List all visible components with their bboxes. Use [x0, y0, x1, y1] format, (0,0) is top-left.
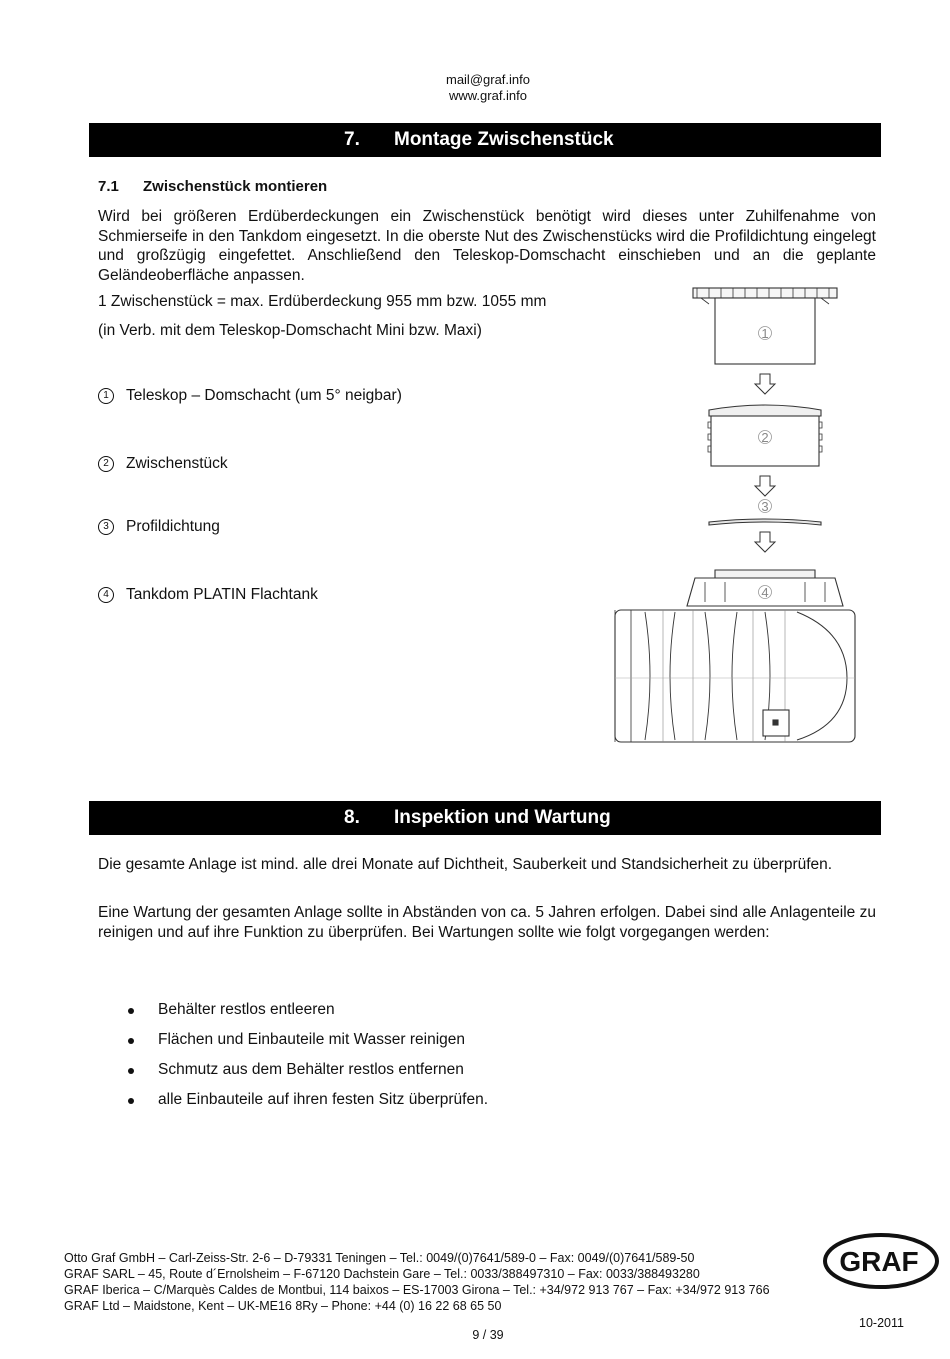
section-8-number: 8.: [344, 807, 360, 828]
header-contact: [0, 72, 950, 104]
header-web: www.graf.info: [448, 88, 528, 103]
legend-item-2: [98, 456, 578, 476]
list-item: [128, 1062, 628, 1082]
figure-mark-3: 3: [761, 499, 769, 514]
document-date: 10-2011: [859, 1316, 904, 1330]
subsection-number: 7.1: [98, 178, 119, 195]
legend-item-1: [98, 388, 578, 408]
subsection-title: Zwischenstück montieren: [143, 178, 328, 195]
graf-logo: [822, 1232, 940, 1290]
list-item: [128, 1092, 628, 1112]
logo-text: GRAF: [839, 1246, 919, 1277]
figure-mark-2: 2: [761, 430, 769, 445]
bullet-icon: [128, 1008, 134, 1014]
legend-item-3: [98, 519, 578, 539]
section-8-heading: [89, 801, 881, 835]
cover-depth-line: 1 Zwischenstück = max. Erdüberdeckung 955 mm bzw. 1055 mm: [98, 293, 547, 310]
down-arrow-icon: [755, 476, 775, 496]
down-arrow-icon: [755, 374, 775, 394]
section-8-title: Inspektion und Wartung: [394, 807, 611, 828]
footer-address-uk: GRAF Ltd – Maidstone, Kent – UK-ME16 8Ry – Phone: +44 (0) 16 22 68 65 50: [64, 1299, 502, 1313]
legend-marker: 3: [98, 519, 114, 535]
list-item: [128, 1032, 628, 1052]
footer-address-de: Otto Graf GmbH – Carl-Zeiss-Str. 2-6 – D-79331 Teningen – Tel.: 0049/(0)7641/589-0 – Fax: 0049/(0)7641/589-50: [64, 1251, 695, 1265]
section-8-paragraph-2: Eine Wartung der gesamten Anlage sollte in Abständen von ca. 5 Jahren erfolgen. Dabei sind alle Anlagenteile zu reinigen und auf ihre Funktion zu überprüfen. Bei Wartungen sollte wie folgt vorgegangen werden:: [98, 904, 876, 941]
list-item-text: Behälter restlos entleeren: [158, 1001, 335, 1018]
bullet-icon: [128, 1038, 134, 1044]
legend-marker: 1: [98, 388, 114, 404]
bullet-icon: [128, 1098, 134, 1104]
section-7-paragraph: Wird bei größeren Erdüberdeckungen ein Zwischenstück benötigt wird dieses unter Zuhilfenahme von Schmierseife in den Tankdom eingesetzt. In die oberste Nut des Zwischenstücks wird die Profildichtung eingelegt und großzügig eingefettet. Anschließend den Teleskop-Domschacht einschieben und an die geplante Geländeoberfläche anpassen.: [98, 208, 876, 284]
header-email: mail@graf.info: [445, 72, 530, 87]
legend-marker: 4: [98, 587, 114, 603]
list-item: [128, 1002, 628, 1022]
section-7-heading: [89, 123, 881, 157]
section-8-paragraph-1: Die gesamte Anlage ist mind. alle drei Monate auf Dichtheit, Sauberkeit und Standsicherheit zu überprüfen.: [98, 856, 833, 873]
legend-item-4: [98, 587, 578, 607]
legend-marker: 2: [98, 456, 114, 472]
flat-tank-drawing: [615, 570, 855, 742]
assembly-diagram: [605, 282, 870, 747]
footer-address-fr: GRAF SARL – 45, Route d´Ernolsheim – F-67120 Dachstein Gare – Tel.: 0033/388497310 – Fax: 0033/388493280: [64, 1267, 700, 1281]
bullet-icon: [128, 1068, 134, 1074]
dome-shaft-note: (in Verb. mit dem Teleskop-Domschacht Mini bzw. Maxi): [98, 322, 482, 339]
figure-mark-1: 1: [761, 326, 769, 341]
section-7-title: Montage Zwischenstück: [394, 129, 614, 150]
legend-label: Tankdom PLATIN Flachtank: [126, 586, 318, 603]
list-item-text: Schmutz aus dem Behälter restlos entfernen: [158, 1061, 464, 1078]
section-7-number: 7.: [344, 129, 360, 150]
list-item-text: alle Einbauteile auf ihren festen Sitz überprüfen.: [158, 1091, 489, 1108]
legend-label: Zwischenstück: [126, 455, 228, 472]
legend-label: Teleskop – Domschacht (um 5° neigbar): [126, 387, 402, 404]
profile-seal-drawing: [709, 519, 821, 525]
figure-mark-4: 4: [761, 585, 769, 600]
footer-address-es: GRAF Iberica – C/Marquès Caldes de Montbui, 114 baixos – ES-17003 Girona – Tel.: +34/972 913 767 – Fax: +34/972 913 766: [64, 1283, 770, 1297]
down-arrow-icon: [755, 532, 775, 552]
list-item-text: Flächen und Einbauteile mit Wasser reinigen: [158, 1031, 466, 1048]
legend-label: Profildichtung: [126, 518, 220, 535]
page-number: 9 / 39: [472, 1328, 504, 1342]
